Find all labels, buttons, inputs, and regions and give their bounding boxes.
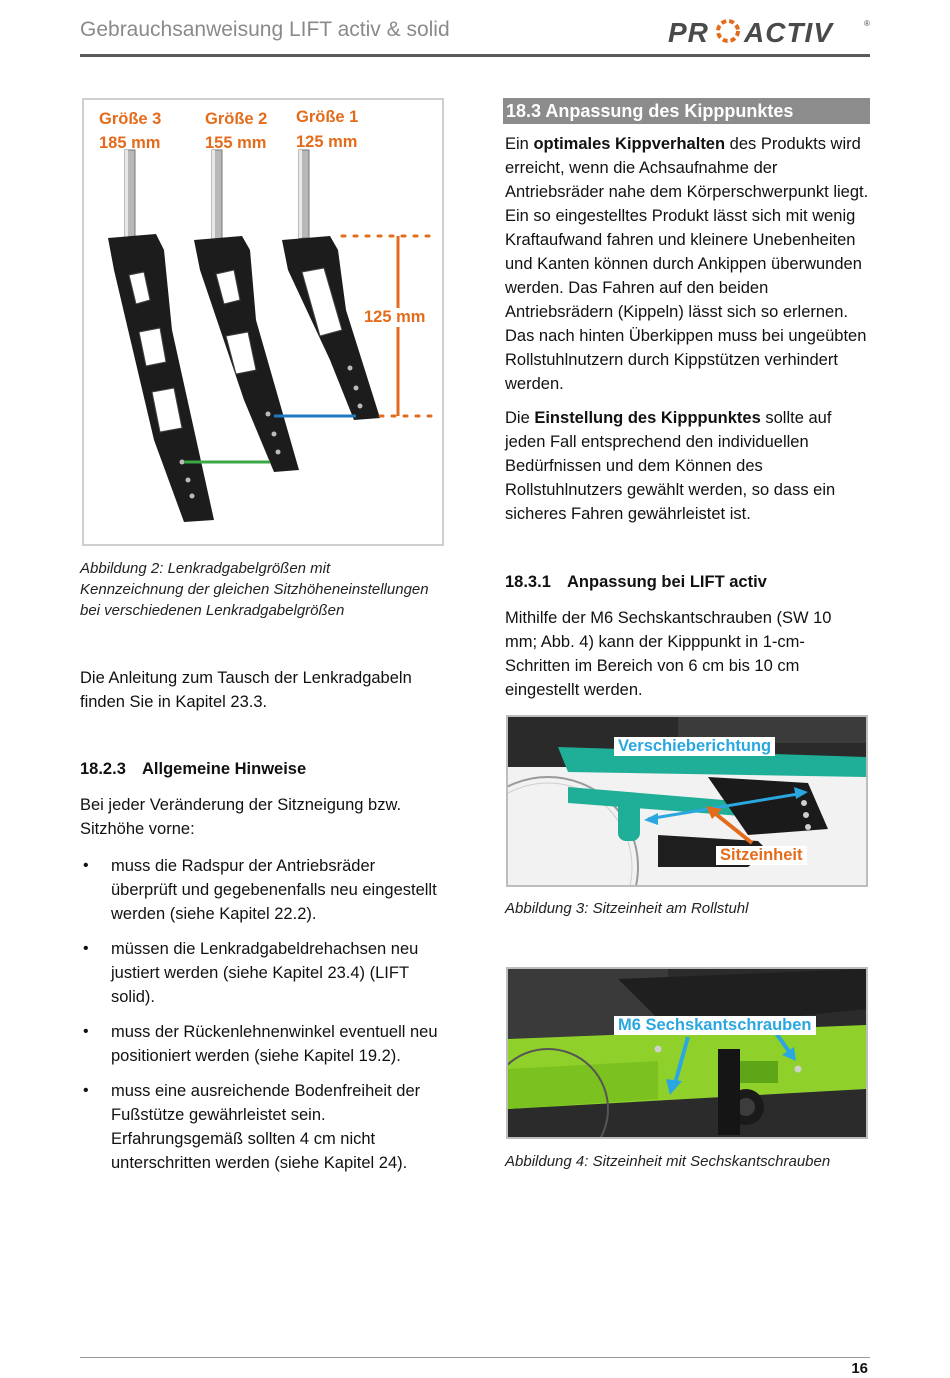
figure-hex-screws — [506, 967, 868, 1139]
list-item — [80, 1020, 440, 1068]
bullet-icon: • — [83, 1023, 89, 1040]
section-title: Anpassung bei LIFT activ — [567, 573, 767, 591]
size3-label: Größe 3 — [99, 110, 162, 128]
section-title: Allgemeine Hinweise — [142, 760, 307, 778]
p2-text-end: sollte auf jeden Fall entsprechend den individuellen Bedürfnissen und dem Können des Rollstuhlnutzers gewählt werden, so dass ein sicheres Fahren gewährleistet ist. — [505, 409, 836, 523]
shift-direction-label: Verschieberichtung — [614, 737, 775, 756]
bullet-icon: • — [83, 1082, 89, 1099]
hex-screws-photo — [508, 969, 866, 1137]
bullet-icon: • — [83, 857, 89, 874]
hex-screws-label: M6 Sechskantschrauben — [614, 1016, 816, 1035]
figure2-caption: Abbildung 2: Lenkradgabelgrößen mit Kennzeichnung der gleichen Sitzhöheneinstellungen bei verschiedenen Lenkradgabelgrößen — [80, 560, 429, 619]
list-item-text: muss der Rückenlehnenwinkel eventuell neu positioniert werden (siehe Kapitel 19.2). — [111, 1023, 438, 1065]
list-item-text: muss eine ausreichende Bodenfreiheit der Fußstütze gewährleistet sein. Erfahrungsgemäß sollten 4 cm nicht unterschritten werden (siehe Kapitel 24). — [111, 1082, 421, 1172]
tipping-setting-paragraph — [505, 406, 871, 526]
figure-steering-forks — [82, 98, 444, 546]
list-item — [80, 937, 440, 1009]
footer-divider — [80, 1357, 870, 1358]
document-title: Gebrauchsanweisung LIFT activ & solid — [80, 18, 450, 41]
page-number: 16 — [851, 1360, 868, 1377]
p1-text-end: des Produkts wird erreicht, wenn die Achsaufnahme der Antriebsräder nahe dem Körperschwerpunkt liegt. Ein so eingestelltes Produkt lässt sich mit wenig Kraftaufwand fahren und kleinere Unebenheiten und Kanten können durch Ankippen überwunden werden. Das Fahren auf den beiden Antriebsrädern (Kippeln) lässt sich so erlernen. Das nach hinten Überkippen muss bei ungeübten Rollstuhlnutzern durch Kippstützen verhindert werden. — [505, 135, 869, 393]
list-item — [80, 854, 440, 926]
section-18-2-3-heading — [80, 760, 306, 779]
size2-label: Größe 2 — [205, 110, 268, 128]
svg-text:®: ® — [864, 19, 870, 28]
p2-text-start: Die — [505, 409, 535, 427]
p1-emphasis: optimales Kippverhalten — [533, 135, 726, 153]
proactiv-logo — [668, 14, 873, 50]
fork-exchange-instruction: Die Anleitung zum Tausch der Lenkradgabeln finden Sie in Kapitel 23.3. — [80, 669, 412, 711]
svg-text:PR: PR — [668, 17, 709, 48]
dimension-label: 125 mm — [364, 308, 426, 326]
figure-seat-unit — [506, 715, 868, 887]
list-item-text: muss die Radspur der Antriebsräder überprüft und gegebenenfalls neu eingestellt werden (siehe Kapitel 22.2). — [111, 857, 437, 923]
section-number: 18.3.1 — [505, 573, 551, 591]
bullet-icon: • — [83, 940, 89, 957]
section-number: 18.2.3 — [80, 760, 126, 778]
p1-text-start: Ein — [505, 135, 534, 153]
size1-label: Größe 1 — [296, 108, 359, 126]
section-18-3-1-heading — [505, 573, 767, 592]
list-item — [80, 1079, 440, 1175]
seat-unit-label: Sitzeinheit — [716, 846, 807, 865]
general-notes-intro: Bei jeder Veränderung der Sitzneigung bzw. Sitzhöhe vorne: — [80, 796, 402, 838]
list-item-text: müssen die Lenkradgabeldrehachsen neu justiert werden (siehe Kapitel 23.4) (LIFT solid). — [111, 940, 419, 1006]
lift-activ-adjustment-paragraph: Mithilfe der M6 Sechskantschrauben (SW 10 mm; Abb. 4) kann der Kipppunkt in 1-cm-Schritten im Bereich von 6 cm bis 10 cm eingestellt werden. — [505, 609, 832, 699]
header-divider — [80, 54, 870, 57]
size1-length: 125 mm — [296, 133, 358, 151]
figure4-caption: Abbildung 4: Sitzeinheit mit Sechskantschrauben — [505, 1153, 831, 1170]
size2-length: 155 mm — [205, 134, 267, 152]
figure3-caption: Abbildung 3: Sitzeinheit am Rollstuhl — [505, 900, 749, 917]
section-18-3-heading: 18.3 Anpassung des Kipppunktes — [503, 98, 870, 124]
svg-text:ACTIV: ACTIV — [744, 17, 833, 48]
p2-emphasis: Einstellung des Kipppunktes — [534, 409, 761, 427]
size3-length: 185 mm — [99, 134, 161, 152]
general-notes-list — [80, 854, 440, 1186]
tipping-behavior-paragraph — [505, 132, 871, 396]
